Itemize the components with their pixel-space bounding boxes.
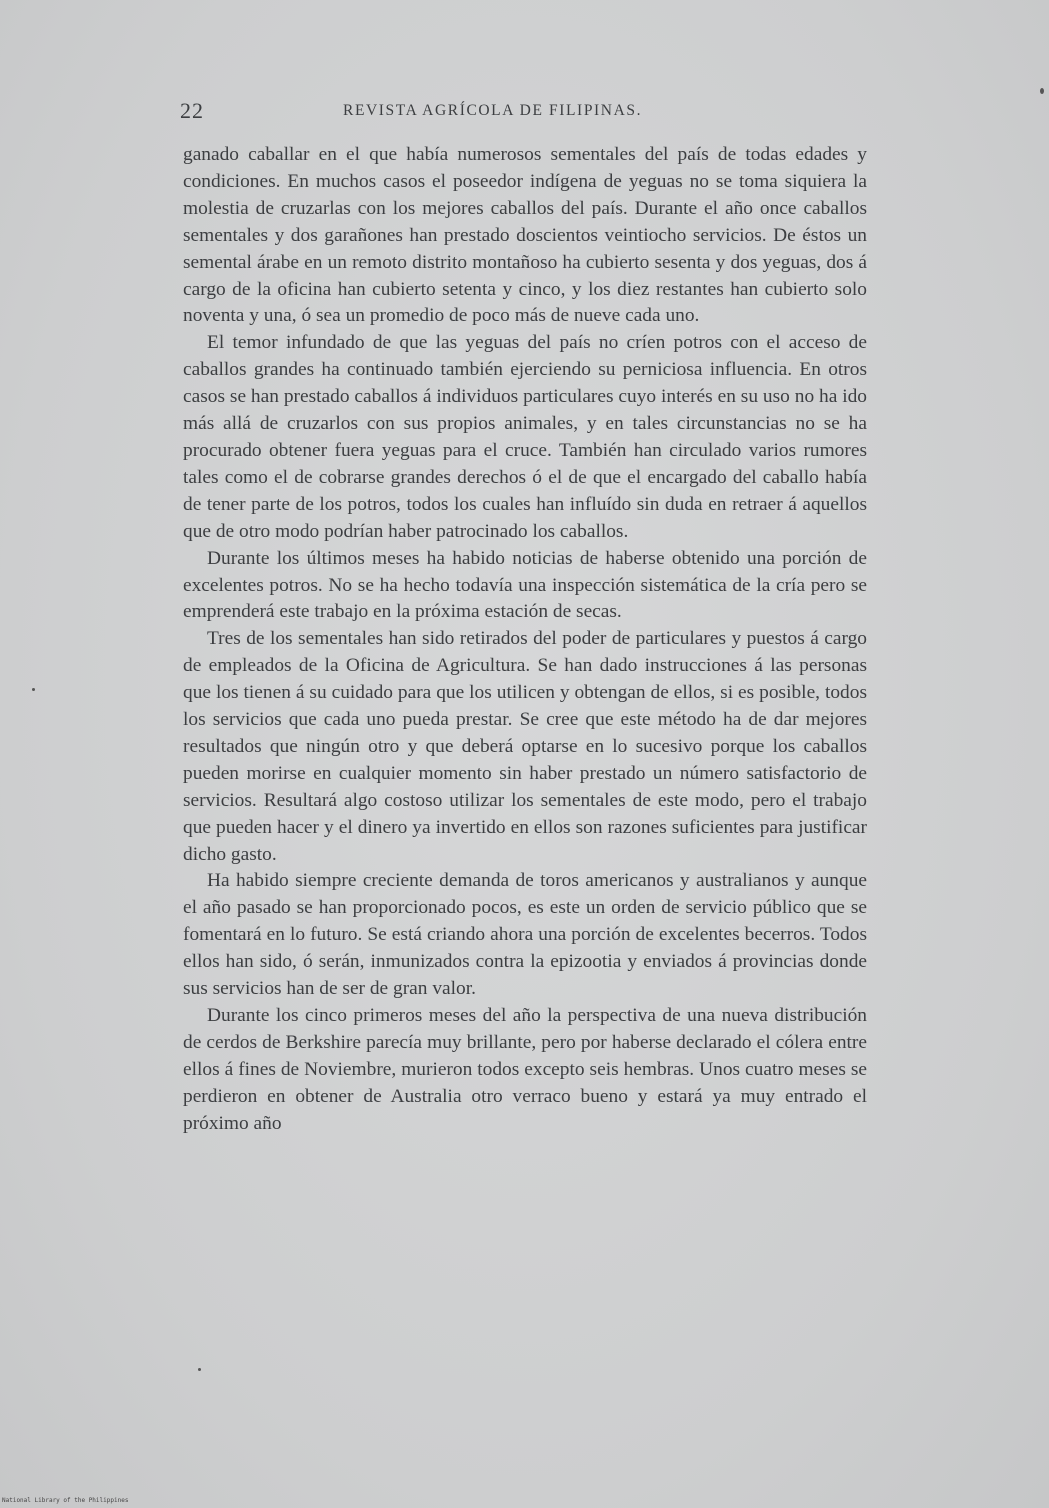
body-text — [183, 142, 867, 1138]
paragraph-1: ganado caballar en el que había numerosos sementales del país de todas edades y condiciones. En muchos casos el poseedor indígena de yeguas no se toma siquiera la molestia de cruzarlas con los mejores caballos del país. Durante el año once caballos sementales y dos garañones han prestado doscientos veintiocho servicios. De éstos un semental árabe en un remoto distrito montañoso ha cubierto sesenta y dos yeguas, dos á cargo de la oficina han cubierto setenta y cinco, y los diez restantes han cubierto solo noventa y una, ó sea un promedio de poco más de nueve cada uno. — [183, 144, 867, 327]
scan-speck — [1040, 88, 1044, 94]
page-header — [180, 98, 870, 126]
running-title: REVISTA AGRÍCOLA DE FILIPINAS. — [343, 102, 643, 119]
paragraph-3: Durante los últimos meses ha habido noticias de haberse obtenido una porción de excelentes potros. No se ha hecho todavía una inspección sistemática de la cría pero se emprenderá este trabajo en la próxima estación de secas. — [183, 547, 867, 623]
scan-speck — [32, 688, 35, 691]
paragraph-5: Ha habido siempre creciente demanda de toros americanos y australianos y aunque el año pasado se han proporcionado pocos, es este un orden de servicio público que se fomentará en lo futuro. Se está criando ahora una porción de excelentes becerros. Todos ellos han sido, ó serán, inmunizados contra la epizootia y enviados á provincias donde sus servicios han de ser de gran valor. — [183, 870, 867, 1000]
page-number: 22 — [180, 98, 204, 123]
paragraph-6: Durante los cinco primeros meses del año la perspectiva de una nueva distribución de cerdos de Berkshire parecía muy brillante, pero por haberse declarado el cólera entre ellos á fines de Noviembre, murieron todos excepto seis hembras. Unos cuatro meses se perdieron en obtener de Australia otro verraco bueno y estará ya muy entrado el próximo año — [183, 1005, 867, 1134]
paragraph-4: Tres de los sementales han sido retirados del poder de particulares y puestos á cargo de empleados de la Oficina de Agricultura. Se han dado instrucciones á las personas que los tienen á su cuidado para que los utilicen y obtengan de ellos, si es posible, todos los servicios que cada uno pueda prestar. Se cree que este método ha de dar mejores resultados que ningún otro y que deberá optarse en lo sucesivo porque los caballos pueden morirse en cualquier momento sin haber prestado un número satisfactorio de servicios. Resultará algo costoso utilizar los sementales de este modo, pero el trabajo que pueden hacer y el dinero ya invertido en ellos son razones suficientes para justificar dicho gasto. — [183, 628, 867, 865]
paragraph-2: El temor infundado de que las yeguas del país no críen potros con el acceso de caballos grandes ha continuado también ejerciendo su perniciosa influencia. En otros casos se han prestado caballos á individuos particulares cuyo interés en su uso no ha ido más allá de cruzarlos con sus propios animales, y en tales circunstancias no se ha procurado obtener fuera yeguas para el cruce. También han circulado varios rumores tales como el de cobrarse grandes derechos ó el de que el encargado del caballo había de tener parte de los potros, todos los cuales han influído sin duda en retraer á aquellos que de otro modo podrían haber patrocinado los caballos. — [183, 332, 867, 542]
library-credit: National Library of the Philippines — [2, 1497, 129, 1504]
scan-speck — [198, 1368, 201, 1371]
